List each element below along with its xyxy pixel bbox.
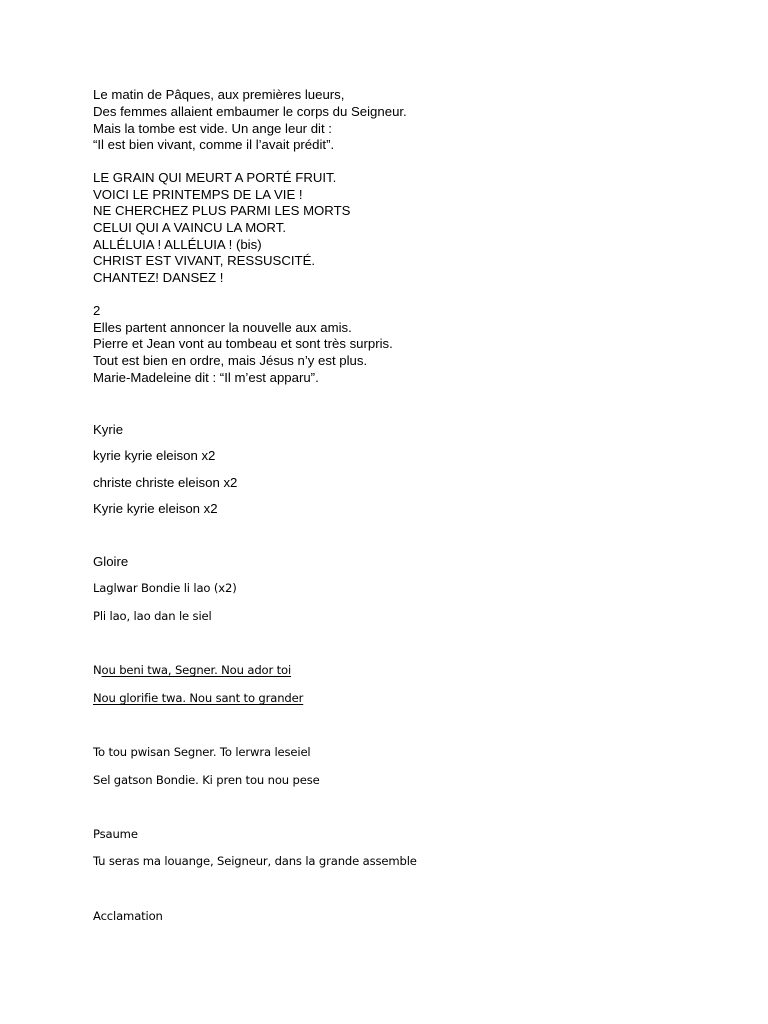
refrain-line: NE CHERCHEZ PLUS PARMI LES MORTS	[93, 203, 351, 218]
refrain-line: ALLÉLUIA ! ALLÉLUIA ! (bis)	[93, 237, 262, 252]
verse1-line: Des femmes allaient embaumer le corps du Seigneur.	[93, 104, 407, 119]
kyrie-heading: Kyrie	[93, 422, 124, 437]
verse2-line: Tout est bien en ordre, mais Jésus n’y est plus.	[93, 353, 368, 368]
verse2-line: Pierre et Jean vont au tombeau et sont très surpris.	[93, 336, 393, 351]
acclamation-heading: Acclamation	[93, 909, 163, 923]
gloire-underlined-line	[93, 690, 303, 706]
gloire-line: Pli lao, lao dan le siel	[93, 609, 212, 623]
psaume-heading: Psaume	[93, 827, 138, 841]
psaume-line: Tu seras ma louange, Seigneur, dans la grande assemble	[93, 854, 417, 868]
verse1-line: “Il est bien vivant, comme il l’avait prédit”.	[93, 137, 335, 152]
gloire-heading: Gloire	[93, 554, 129, 569]
gloire-underlined-rest: ou beni twa, Segner. Nou ador toi	[101, 663, 292, 677]
gloire-underlined-first: N	[93, 663, 102, 677]
kyrie-line: christe christe eleison x2	[93, 475, 238, 490]
verse2-number: 2	[93, 303, 101, 318]
refrain-line: LE GRAIN QUI MEURT A PORTÉ FRUIT.	[93, 170, 337, 185]
refrain-line: CHRIST EST VIVANT, RESSUSCITÉ.	[93, 253, 316, 268]
gloire-line: Laglwar Bondie li lao (x2)	[93, 581, 237, 595]
gloire-underlined-rest: Nou glorifie twa. Nou sant to grander	[93, 691, 304, 705]
verse1-line: Mais la tombe est vide. Un ange leur dit :	[93, 121, 332, 136]
refrain-line: CHANTEZ! DANSEZ !	[93, 270, 224, 285]
verse2-line: Elles partent annoncer la nouvelle aux amis.	[93, 320, 352, 335]
verse2-line: Marie-Madeleine dit : “Il m’est apparu”.	[93, 370, 319, 385]
kyrie-line: Kyrie kyrie eleison x2	[93, 501, 218, 516]
gloire-line: Sel gatson Bondie. Ki pren tou nou pese	[93, 773, 320, 787]
gloire-line: To tou pwisan Segner. To lerwra leseiel	[93, 745, 311, 759]
kyrie-line: kyrie kyrie eleison x2	[93, 448, 216, 463]
refrain-line: CELUI QUI A VAINCU LA MORT.	[93, 220, 286, 235]
refrain-line: VOICI LE PRINTEMPS DE LA VIE !	[93, 187, 303, 202]
verse1-line: Le matin de Pâques, aux premières lueurs,	[93, 87, 345, 102]
gloire-underlined-line	[93, 662, 291, 678]
